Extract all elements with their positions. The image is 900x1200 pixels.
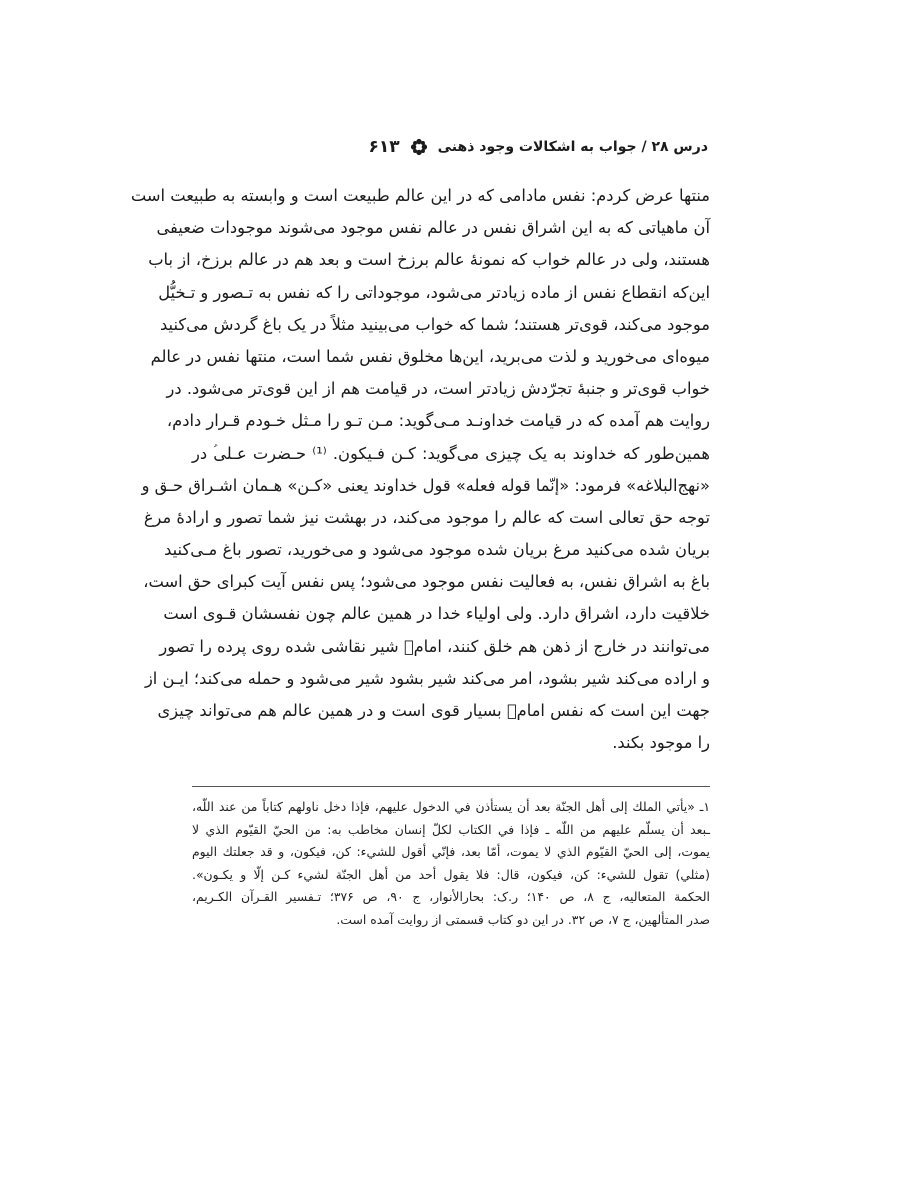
footnote-line: ۱ـ «يأتي الملك إلى أهل الجنّة بعد أن يستأذن في الدخول عليهم، فإذا دخل ناولهم كتاباً من عند اللّه، [192, 799, 710, 814]
body-line: می‌توانند در خارج از ذهن هم خلق کنند، امامؑ شیر نقاشی شده روی پرده را تصور [159, 636, 710, 656]
body-line: باغ به اشراق نفس، به فعالیت نفس موجود می‌شود؛ پس نفس آیت کبرای حق است، [143, 572, 710, 592]
running-header [188, 134, 708, 160]
body-line: همین‌طور که خداوند به یک چیزی می‌گوید: کـن فـیکون. ⁽¹⁾ حـضرت عـلی‌ؑ در [192, 443, 710, 463]
body-line: «نهج‌البلاغه» فرمود: «إنّما قوله فعله» قول خداوند یعنی «کـن» هـمان اشـراق حـق و [141, 475, 710, 495]
body-line: این‌که انقطاع نفس از ماده زیادتر می‌شود، موجوداتی را که نفس به تـصور و تـخیُّل [158, 282, 710, 302]
body-line: خلاقیت دارد، اشراق دارد. ولی اولیاء خدا در همین عالم چون نفسشان قـوی است [163, 604, 710, 624]
main-body-text [130, 180, 710, 759]
footnote-divider [192, 786, 710, 787]
body-line: جهت این است که نفس امامؑ بسیار قوی است و در همین عالم هم می‌تواند چیزی [157, 701, 710, 720]
body-line: هستند، ولی در عالم خواب که نمونهٔ عالم برزخ است و بعد هم در عالم برزخ، از باب [148, 250, 710, 270]
body-line: موجود می‌کند، قوی‌تر هستند؛ شما که خواب می‌بینید مثلاً در یک باغ گردش می‌کنید [160, 314, 710, 334]
footnote-block [192, 796, 710, 932]
body-line: روایت هم آمده که در قیامت خداونـد مـی‌گوید: مـن تـو را مـثل خـودم قـرار دادم، [166, 411, 710, 431]
body-line: منتها عرض کردم: نفس مادامی که در این عالم طبیعت است و وابسته به طبیعت است [130, 186, 710, 205]
body-line: را موجود بکند. [612, 733, 710, 753]
footnote-line: الحكمة المتعاليه، ج ۸، ص ۱۴۰؛ ر.ک: بحارالأنوار، ج ۹۰، ص ۳۷۶؛ تـفسير القـرآن الكـريم، [192, 889, 710, 905]
running-header-title: درس ۲۸ / جواب به اشکالات وجود ذهنی [437, 139, 708, 155]
body-line: میوه‌ای می‌خورید و لذت می‌برید، این‌ها مخلوق نفس شما است، منتها نفس در عالم [150, 346, 710, 366]
body-line: توجه حق تعالی است که عالم را موجود می‌کند، در بهشت نیز شما تصور و ارادهٔ مرغ [143, 507, 710, 527]
footnote-line: يموت، إلى الحيّ القيّوم الذي لا يموت، أمّا بعد، فإنّي أقول للشيء: كن، فيكون، و قد جعلتك اليوم [192, 844, 710, 860]
body-line: و اراده می‌کند شیر بشود، امر می‌کند شیر بشود شیر می‌شود و حمله می‌کند؛ ایـن از [144, 668, 710, 688]
page-number: ۶۱۳ [368, 137, 400, 157]
body-line: آن ماهیاتی که به این اشراق نفس در عالم نفس موجود می‌شوند موجودات ضعیفی [156, 218, 710, 238]
footnote-line: صدر المتألهين، ج ۷، ص ۳۲. در این دو کتاب قسمتی از روایت آمده است. [336, 911, 710, 927]
footnote-line: ـبعد أن يسلّم عليهم من اللّه ـ فإذا في الكتاب لكلّ إنسان مخاطب به: من الحيّ القيّوم الذي لا [192, 821, 710, 837]
body-line: خواب قوی‌تر و جنبهٔ تجرّدش زیادتر است، در قیامت هم از این قوی‌تر می‌شود. در [166, 379, 710, 399]
flower-ornament-icon [410, 138, 428, 156]
footnote-line: (مثلي) تقول للشيء: كن، فيكون، قال: فلا يقول أحد من أهل الجنّة لشيء كـن إلّا و يكـون». [192, 866, 710, 882]
body-line: بریان شده می‌کنید مرغ بریان شده موجود می‌شود و می‌خورید، تصور باغ مـی‌کنید [164, 540, 710, 560]
